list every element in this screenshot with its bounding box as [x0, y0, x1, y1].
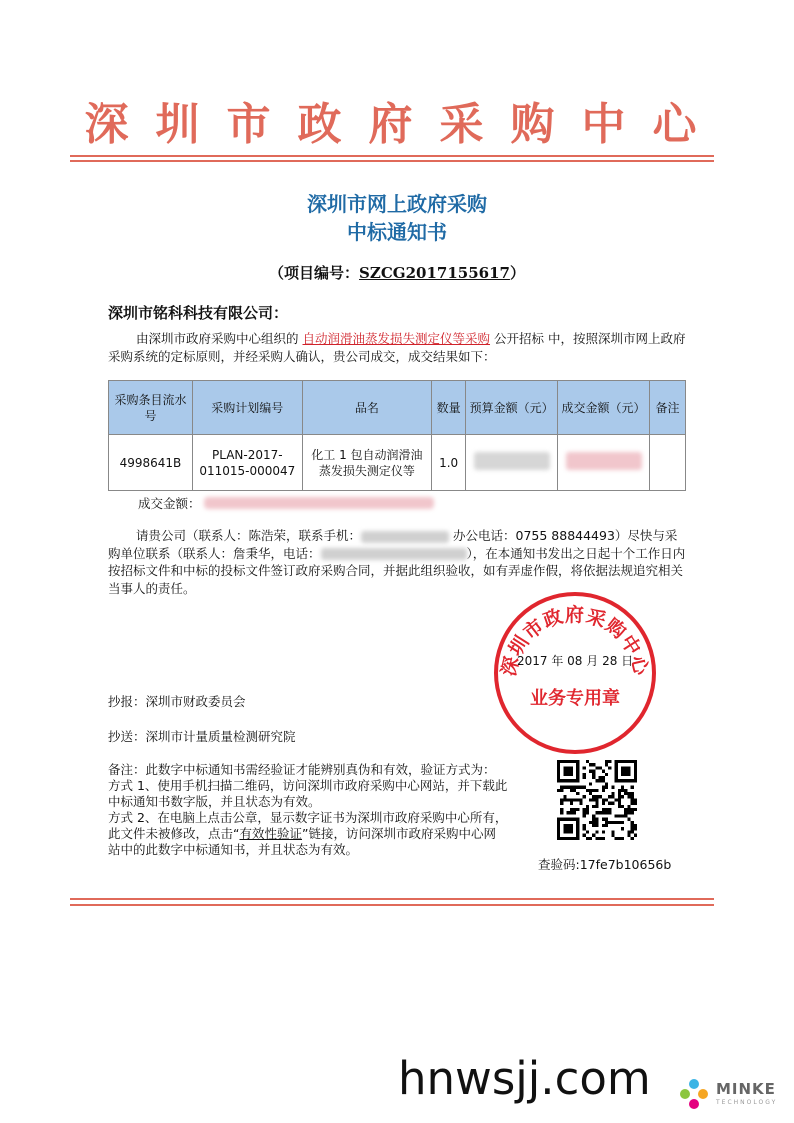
- issue-date: 2017 年 08 月 28 日: [517, 654, 634, 668]
- notice-paragraph: [108, 527, 686, 597]
- qr-code[interactable]: [557, 760, 637, 840]
- footer-rule-top: [70, 898, 714, 900]
- header-deal: 成交金额（元）: [558, 381, 650, 435]
- header-rule-top: [70, 155, 714, 157]
- agency-header: 深圳市政府采购中心: [84, 99, 724, 150]
- document-title-line2: 中标通知书: [347, 220, 447, 244]
- cell-plan-no: PLAN-2017-011015-000047: [192, 435, 302, 491]
- watermark-text: hnwsjj.com: [398, 1052, 651, 1105]
- project-number: [0, 262, 794, 283]
- cell-budget-redacted: [466, 435, 558, 491]
- cell-deal-redacted: [558, 435, 650, 491]
- table-header-row: [109, 381, 686, 435]
- verification-code: 查验码:17fe7b10656b: [538, 857, 672, 872]
- notice-part2: 办公电话：0755 88844493）尽快与采购单位联系（联系人：詹秉华，电话：: [108, 528, 678, 561]
- notice-part3: ），在本通知书发出之日起十个工作日内按招标文件和中标的投标文件签订政府采购合同，并据此组织验收，如有弄虚作假，将依据法规追究相关当事人的责任。: [108, 545, 686, 596]
- logo-subtext: TECHNOLOGY: [716, 1099, 778, 1106]
- remark-line3a: 方式 2、在电脑上点击公章，显示数字证书为深圳市政府采购中心所有，此文件未被修改，点击“: [108, 810, 508, 841]
- table-row: [109, 435, 686, 491]
- verification-remarks: [108, 762, 508, 858]
- remark-line3: [108, 810, 508, 858]
- project-suffix: ）: [509, 264, 525, 282]
- footer-rule-bottom: [70, 904, 714, 906]
- header-plan-no: 采购计划编号: [192, 381, 302, 435]
- header-item: 品名: [302, 381, 432, 435]
- minke-logo-icon: [676, 1076, 712, 1112]
- amount-label: 成交金额：: [138, 496, 201, 511]
- intro-paragraph: [108, 330, 686, 365]
- cc-report: 抄报：深圳市财政委员会: [108, 694, 246, 709]
- redacted-budget: [474, 452, 550, 470]
- cell-serial: 4998641B: [109, 435, 193, 491]
- remark-line3b: ”链接，访问深圳市政府采购中心网站中的此数字中标通知书，并且状态为有效。: [108, 826, 496, 857]
- seal-arc-text: [494, 592, 656, 754]
- validity-check-link[interactable]: 有效性验证: [239, 826, 302, 841]
- cell-qty: 1.0: [432, 435, 466, 491]
- project-name-link[interactable]: 自动润滑油蒸发损失测定仪等采购: [302, 331, 491, 346]
- header-serial: 采购条目流水号: [109, 381, 193, 435]
- project-code: SZCG2017155617: [359, 264, 510, 282]
- header-budget: 预算金额（元）: [466, 381, 558, 435]
- notice-part1: 请贵公司（联系人：陈浩荣，联系手机：: [136, 528, 362, 543]
- logo-text: MINKE: [716, 1080, 776, 1098]
- cc-copy: 抄送：深圳市计量质量检测研究院: [108, 729, 296, 744]
- intro-part2: 公开招标 中，按照深圳市网上政府采购系统的定标原则，并经采购人确认，贵公司成交，成交结果如下：: [108, 331, 686, 364]
- recipient-name: 深圳市铭科科技有限公司：: [108, 304, 289, 322]
- remark-line1: 备注：此数字中标通知书需经验证才能辨别真伪和有效，验证方式为：: [108, 762, 496, 777]
- project-prefix: （项目编号：: [269, 264, 360, 282]
- cell-item: 化工 1 包自动润滑油蒸发损失测定仪等: [302, 435, 432, 491]
- header-remark: 备注: [650, 381, 686, 435]
- remark-line2: 方式 1、使用手机扫描二维码，访问深圳市政府采购中心网站，并下载此中标通知书数字版，并且状态为有效。: [108, 778, 508, 809]
- seal-bottom-text: 业务专用章: [530, 688, 620, 709]
- header-qty: 数量: [432, 381, 466, 435]
- cell-remark: [650, 435, 686, 491]
- redacted-phone: [321, 548, 467, 560]
- redacted-mobile: [361, 531, 449, 543]
- seal-arc-label: 深圳市政府采购中心: [497, 604, 653, 679]
- result-table: [108, 380, 686, 491]
- redacted-amount: [204, 497, 434, 509]
- redacted-deal: [566, 452, 642, 470]
- document-title-line1: 深圳市网上政府采购: [307, 192, 487, 216]
- intro-part1: 由深圳市政府采购中心组织的: [136, 331, 299, 346]
- header-rule-bottom: [70, 160, 714, 162]
